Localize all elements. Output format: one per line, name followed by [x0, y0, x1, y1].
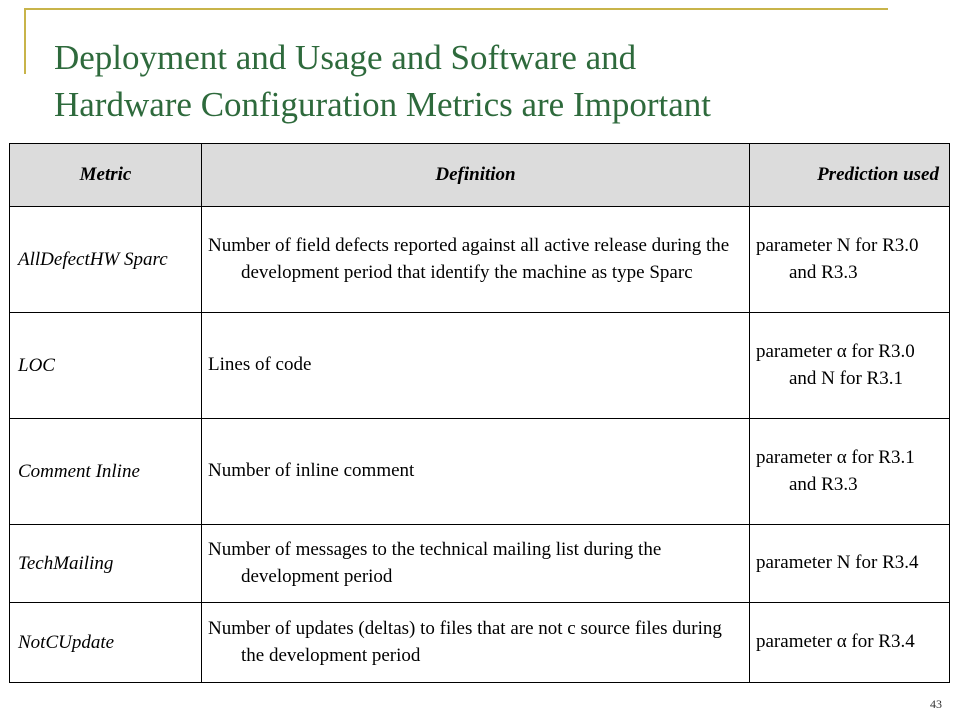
definition-cell	[202, 313, 750, 419]
prediction-text: parameter α for R3.0 and N for R3.1	[756, 341, 915, 389]
prediction-text: parameter α for R3.4	[756, 631, 915, 653]
table-row	[10, 207, 950, 313]
prediction-text: parameter N for R3.4	[756, 552, 919, 574]
header-metric: Metric	[10, 144, 202, 207]
metric-cell: TechMailing	[10, 525, 202, 603]
page-number: 43	[930, 697, 942, 711]
metric-cell: NotCUpdate	[10, 603, 202, 683]
table-header-row	[10, 144, 950, 207]
definition-text: Number of messages to the technical mailing list during the development period	[208, 539, 662, 587]
table-row	[10, 313, 950, 419]
definition-text: Number of inline comment	[208, 460, 415, 482]
header-definition: Definition	[202, 144, 750, 207]
table-row	[10, 603, 950, 683]
table-row	[10, 419, 950, 525]
metrics-table	[9, 143, 950, 683]
definition-text: Lines of code	[208, 354, 312, 376]
slide-title-line-1: Deployment and Usage and Software and	[54, 38, 637, 77]
definition-cell	[202, 603, 750, 683]
prediction-cell	[750, 525, 950, 603]
table-row	[10, 525, 950, 603]
header-prediction: Prediction used	[750, 144, 950, 207]
prediction-cell	[750, 419, 950, 525]
definition-text: Number of field defects reported against all active release during the development period that identify the machine as type Sparc	[208, 235, 730, 283]
metric-cell: AllDefectHW Sparc	[10, 207, 202, 313]
slide-title	[54, 34, 934, 128]
definition-text: Number of updates (deltas) to files that are not c source files during the development period	[208, 618, 722, 666]
top-accent-line	[24, 8, 888, 10]
prediction-text: parameter α for R3.1 and R3.3	[756, 447, 915, 495]
definition-cell	[202, 207, 750, 313]
definition-cell	[202, 419, 750, 525]
left-accent-line	[24, 8, 26, 74]
prediction-cell	[750, 207, 950, 313]
definition-cell	[202, 525, 750, 603]
prediction-cell	[750, 313, 950, 419]
slide-title-line-2: Hardware Configuration Metrics are Important	[54, 85, 711, 124]
metric-cell: LOC	[10, 313, 202, 419]
prediction-cell	[750, 603, 950, 683]
metric-cell: Comment Inline	[10, 419, 202, 525]
prediction-text: parameter N for R3.0 and R3.3	[756, 235, 919, 283]
